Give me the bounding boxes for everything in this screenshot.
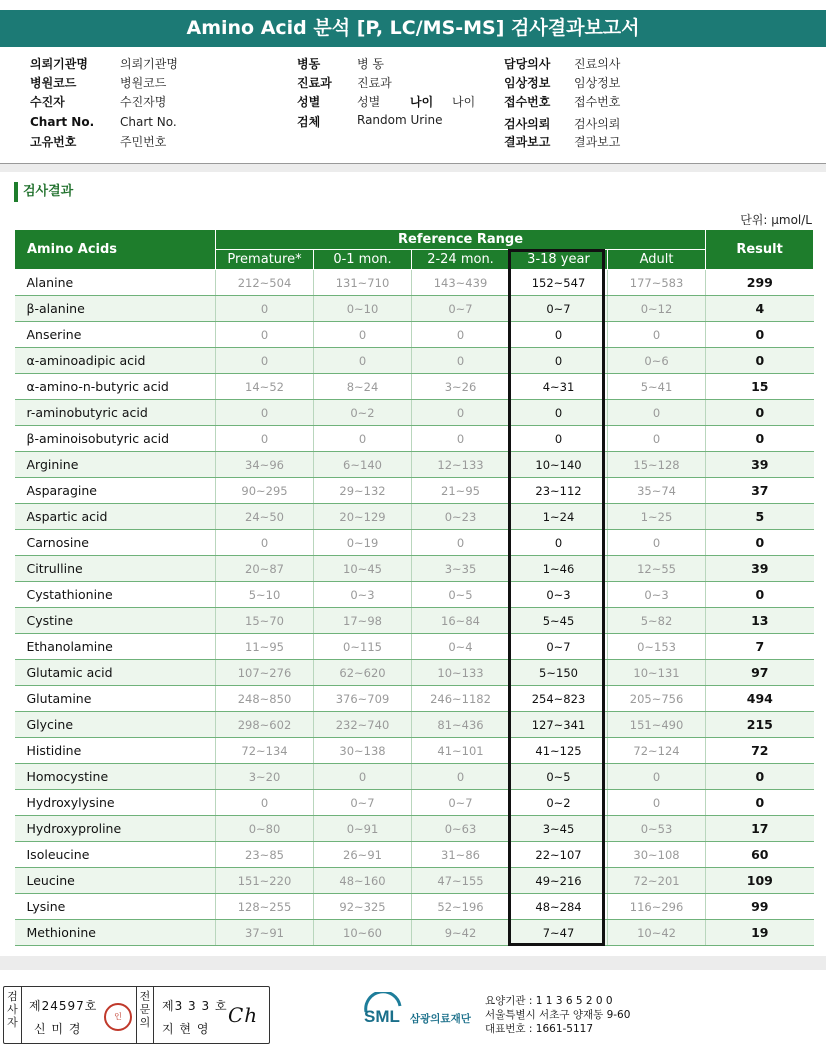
reference-range-cell: 0 bbox=[510, 348, 608, 374]
reference-range-cell: 14~52 bbox=[216, 374, 314, 400]
reference-range-cell: 41~125 bbox=[510, 738, 608, 764]
reference-range-cell: 0~5 bbox=[510, 764, 608, 790]
info-value: 검사의뢰 bbox=[574, 117, 621, 131]
header-0-1-mon: 0-1 mon. bbox=[314, 250, 412, 270]
info-label: 임상정보 bbox=[504, 76, 551, 90]
results-table bbox=[14, 229, 814, 946]
amino-acid-name: Hydroxylysine bbox=[15, 790, 216, 816]
info-label: 진료과 bbox=[297, 76, 332, 90]
reference-range-cell: 0~80 bbox=[216, 816, 314, 842]
reference-range-cell: 0 bbox=[216, 322, 314, 348]
result-value: 109 bbox=[706, 868, 814, 894]
reference-range-cell: 72~134 bbox=[216, 738, 314, 764]
signature-scribble: Ch bbox=[228, 1003, 259, 1027]
reference-range-cell: 5~45 bbox=[510, 608, 608, 634]
reference-range-cell: 0 bbox=[510, 400, 608, 426]
reference-range-cell: 232~740 bbox=[314, 712, 412, 738]
result-value: 72 bbox=[706, 738, 814, 764]
reference-range-cell: 0 bbox=[608, 322, 706, 348]
reference-range-cell: 0 bbox=[216, 400, 314, 426]
reference-range-cell: 0 bbox=[510, 530, 608, 556]
reference-range-cell: 254~823 bbox=[510, 686, 608, 712]
reference-range-cell: 0 bbox=[412, 348, 510, 374]
info-label: 수진자 bbox=[30, 95, 65, 109]
reference-range-cell: 0~115 bbox=[314, 634, 412, 660]
amino-acid-name: β-aminoisobutyric acid bbox=[15, 426, 216, 452]
reference-range-cell: 0~2 bbox=[510, 790, 608, 816]
amino-acid-name: Glycine bbox=[15, 712, 216, 738]
reference-range-cell: 0~3 bbox=[314, 582, 412, 608]
header-reference-range: Reference Range bbox=[216, 230, 706, 250]
info-value: 진료의사 bbox=[574, 57, 621, 71]
result-value: 0 bbox=[706, 426, 814, 452]
amino-acid-name: Ethanolamine bbox=[15, 634, 216, 660]
reference-range-cell: 47~155 bbox=[412, 868, 510, 894]
info-label: 검체 bbox=[297, 115, 321, 129]
table-row bbox=[15, 894, 814, 920]
reference-range-cell: 23~112 bbox=[510, 478, 608, 504]
table-row bbox=[15, 764, 814, 790]
reference-range-cell: 0~12 bbox=[608, 296, 706, 322]
reference-range-cell: 0 bbox=[216, 348, 314, 374]
info-value: 의뢰기관명 bbox=[120, 57, 178, 71]
reference-range-cell: 0~3 bbox=[510, 582, 608, 608]
reference-range-cell: 127~341 bbox=[510, 712, 608, 738]
amino-acid-name: Anserine bbox=[15, 322, 216, 348]
result-value: 0 bbox=[706, 790, 814, 816]
reference-range-cell: 177~583 bbox=[608, 270, 706, 296]
reference-range-cell: 116~296 bbox=[608, 894, 706, 920]
reference-range-cell: 90~295 bbox=[216, 478, 314, 504]
logo-name: 삼광의료재단 bbox=[410, 1013, 471, 1025]
reference-range-cell: 22~107 bbox=[510, 842, 608, 868]
result-value: 0 bbox=[706, 400, 814, 426]
reference-range-cell: 7~47 bbox=[510, 920, 608, 946]
info-label: 담당의사 bbox=[504, 57, 551, 71]
result-value: 0 bbox=[706, 582, 814, 608]
reference-range-cell: 0 bbox=[216, 426, 314, 452]
info-value: 수진자명 bbox=[120, 95, 167, 109]
result-value: 39 bbox=[706, 452, 814, 478]
address-line: 서울특별시 서초구 양재동 9-60 bbox=[485, 1009, 631, 1021]
result-value: 4 bbox=[706, 296, 814, 322]
info-value: 주민번호 bbox=[120, 135, 167, 149]
result-value: 97 bbox=[706, 660, 814, 686]
reference-range-cell: 17~98 bbox=[314, 608, 412, 634]
table-row bbox=[15, 400, 814, 426]
specialist-name: 지 현 영 bbox=[162, 1022, 210, 1036]
header-amino-acids: Amino Acids bbox=[15, 230, 216, 270]
reference-range-cell: 20~87 bbox=[216, 556, 314, 582]
table-row bbox=[15, 504, 814, 530]
reference-range-cell: 34~96 bbox=[216, 452, 314, 478]
reference-range-cell: 11~95 bbox=[216, 634, 314, 660]
reference-range-cell: 0~23 bbox=[412, 504, 510, 530]
reference-range-cell: 6~140 bbox=[314, 452, 412, 478]
reference-range-cell: 0~3 bbox=[608, 582, 706, 608]
reference-range-cell: 21~95 bbox=[412, 478, 510, 504]
reference-range-cell: 0~153 bbox=[608, 634, 706, 660]
inspector-name: 신 미 경 bbox=[34, 1022, 82, 1036]
reference-range-cell: 49~216 bbox=[510, 868, 608, 894]
header-2-24-mon: 2-24 mon. bbox=[412, 250, 510, 270]
table-row bbox=[15, 348, 814, 374]
reference-range-cell: 0~7 bbox=[510, 296, 608, 322]
reference-range-cell: 0~4 bbox=[412, 634, 510, 660]
bottom-divider-strip bbox=[0, 956, 826, 970]
reference-range-cell: 30~108 bbox=[608, 842, 706, 868]
amino-acid-name: r-aminobutyric acid bbox=[15, 400, 216, 426]
result-value: 215 bbox=[706, 712, 814, 738]
reference-range-cell: 0~91 bbox=[314, 816, 412, 842]
header-3-18-year: 3-18 year bbox=[510, 250, 608, 270]
table-row bbox=[15, 634, 814, 660]
reference-range-cell: 29~132 bbox=[314, 478, 412, 504]
result-value: 17 bbox=[706, 816, 814, 842]
reference-range-cell: 0 bbox=[608, 790, 706, 816]
amino-acid-name: Lysine bbox=[15, 894, 216, 920]
table-row bbox=[15, 582, 814, 608]
amino-acid-name: Citrulline bbox=[15, 556, 216, 582]
result-value: 0 bbox=[706, 348, 814, 374]
reference-range-cell: 0 bbox=[216, 790, 314, 816]
reference-range-cell: 81~436 bbox=[412, 712, 510, 738]
result-value: 99 bbox=[706, 894, 814, 920]
info-label: 고유번호 bbox=[30, 135, 77, 149]
reference-range-cell: 24~50 bbox=[216, 504, 314, 530]
reference-range-cell: 10~42 bbox=[608, 920, 706, 946]
reference-range-cell: 62~620 bbox=[314, 660, 412, 686]
reference-range-cell: 72~201 bbox=[608, 868, 706, 894]
inspector-number: 제24597호 bbox=[29, 999, 98, 1013]
header-premature: Premature* bbox=[216, 250, 314, 270]
reference-range-cell: 1~25 bbox=[608, 504, 706, 530]
inspector-label bbox=[4, 987, 22, 1043]
reference-range-cell: 10~131 bbox=[608, 660, 706, 686]
reference-range-cell: 0 bbox=[216, 530, 314, 556]
amino-acid-name: Carnosine bbox=[15, 530, 216, 556]
reference-range-cell: 0 bbox=[608, 764, 706, 790]
reference-range-cell: 0 bbox=[510, 426, 608, 452]
reference-range-cell: 41~101 bbox=[412, 738, 510, 764]
table-row bbox=[15, 322, 814, 348]
amino-acid-name: Aspartic acid bbox=[15, 504, 216, 530]
reference-range-cell: 16~84 bbox=[412, 608, 510, 634]
reference-range-cell: 298~602 bbox=[216, 712, 314, 738]
reference-range-cell: 5~10 bbox=[216, 582, 314, 608]
reference-range-cell: 48~284 bbox=[510, 894, 608, 920]
reference-range-cell: 5~82 bbox=[608, 608, 706, 634]
reference-range-cell: 5~150 bbox=[510, 660, 608, 686]
footer bbox=[0, 980, 826, 1051]
amino-acid-name: Arginine bbox=[15, 452, 216, 478]
reference-range-cell: 52~196 bbox=[412, 894, 510, 920]
table-row bbox=[15, 868, 814, 894]
info-value: 임상정보 bbox=[574, 76, 621, 90]
reference-range-cell: 12~55 bbox=[608, 556, 706, 582]
reference-range-cell: 4~31 bbox=[510, 374, 608, 400]
reference-range-cell: 92~325 bbox=[314, 894, 412, 920]
reference-range-cell: 15~128 bbox=[608, 452, 706, 478]
reference-range-cell: 37~91 bbox=[216, 920, 314, 946]
reference-range-cell: 151~490 bbox=[608, 712, 706, 738]
vertical-label-text: 검사자 bbox=[7, 990, 18, 1029]
sml-logo bbox=[362, 992, 482, 1036]
vertical-label-text: 전문의 bbox=[139, 990, 151, 1029]
reference-range-cell: 0 bbox=[510, 322, 608, 348]
reference-range-cell: 0 bbox=[412, 764, 510, 790]
amino-acid-name: Histidine bbox=[15, 738, 216, 764]
reference-range-cell: 151~220 bbox=[216, 868, 314, 894]
reference-range-cell: 8~24 bbox=[314, 374, 412, 400]
info-label: 나이 bbox=[410, 95, 434, 109]
section-title: 검사결과 bbox=[14, 182, 73, 202]
reference-range-cell: 10~45 bbox=[314, 556, 412, 582]
result-value: 15 bbox=[706, 374, 814, 400]
reference-range-cell: 376~709 bbox=[314, 686, 412, 712]
table-row bbox=[15, 530, 814, 556]
reference-range-cell: 30~138 bbox=[314, 738, 412, 764]
institution-address bbox=[485, 994, 630, 1036]
amino-acid-name: Homocystine bbox=[15, 764, 216, 790]
reference-range-cell: 9~42 bbox=[412, 920, 510, 946]
reference-range-cell: 48~160 bbox=[314, 868, 412, 894]
info-label: 검사의뢰 bbox=[504, 117, 551, 131]
header-adult: Adult bbox=[608, 250, 706, 270]
reference-range-cell: 0~7 bbox=[412, 790, 510, 816]
reference-range-cell: 3~35 bbox=[412, 556, 510, 582]
specialist-number: 제3 3 3 호 bbox=[162, 999, 228, 1013]
result-value: 19 bbox=[706, 920, 814, 946]
result-value: 13 bbox=[706, 608, 814, 634]
result-value: 7 bbox=[706, 634, 814, 660]
reference-range-cell: 212~504 bbox=[216, 270, 314, 296]
result-value: 39 bbox=[706, 556, 814, 582]
amino-acid-name: Leucine bbox=[15, 868, 216, 894]
reference-range-cell: 0~63 bbox=[412, 816, 510, 842]
reference-range-cell: 0 bbox=[314, 322, 412, 348]
patient-info bbox=[0, 55, 826, 161]
reference-range-cell: 0~6 bbox=[608, 348, 706, 374]
reference-range-cell: 20~129 bbox=[314, 504, 412, 530]
table-row bbox=[15, 608, 814, 634]
stamp-seal: 인 bbox=[104, 1003, 132, 1031]
reference-range-cell: 0 bbox=[216, 296, 314, 322]
table-row bbox=[15, 790, 814, 816]
reference-range-cell: 26~91 bbox=[314, 842, 412, 868]
table-row bbox=[15, 712, 814, 738]
reference-range-cell: 0 bbox=[608, 530, 706, 556]
info-label: Chart No. bbox=[30, 115, 95, 129]
table-row bbox=[15, 920, 814, 946]
reference-range-cell: 107~276 bbox=[216, 660, 314, 686]
result-value: 37 bbox=[706, 478, 814, 504]
info-label: 접수번호 bbox=[504, 95, 551, 109]
result-value: 5 bbox=[706, 504, 814, 530]
reference-range-cell: 0 bbox=[412, 530, 510, 556]
table-row bbox=[15, 478, 814, 504]
reference-range-cell: 0 bbox=[314, 348, 412, 374]
reference-range-cell: 23~85 bbox=[216, 842, 314, 868]
reference-range-cell: 3~20 bbox=[216, 764, 314, 790]
unit-label: 단위: µmol/L bbox=[740, 213, 812, 227]
amino-acid-name: α-aminoadipic acid bbox=[15, 348, 216, 374]
reference-range-cell: 31~86 bbox=[412, 842, 510, 868]
table-row bbox=[15, 374, 814, 400]
reference-range-cell: 10~133 bbox=[412, 660, 510, 686]
reference-range-cell: 0 bbox=[608, 426, 706, 452]
table-row bbox=[15, 738, 814, 764]
divider-strip bbox=[0, 164, 826, 172]
info-value: 병원코드 bbox=[120, 76, 167, 90]
result-value: 60 bbox=[706, 842, 814, 868]
reference-range-cell: 152~547 bbox=[510, 270, 608, 296]
table-row bbox=[15, 660, 814, 686]
table-row bbox=[15, 296, 814, 322]
info-value: 결과보고 bbox=[574, 135, 621, 149]
reference-range-cell: 248~850 bbox=[216, 686, 314, 712]
result-value: 0 bbox=[706, 764, 814, 790]
reference-range-cell: 143~439 bbox=[412, 270, 510, 296]
reference-range-cell: 131~710 bbox=[314, 270, 412, 296]
reference-range-cell: 3~26 bbox=[412, 374, 510, 400]
result-value: 299 bbox=[706, 270, 814, 296]
reference-range-cell: 0 bbox=[608, 400, 706, 426]
table-row bbox=[15, 842, 814, 868]
amino-acid-name: α-amino-n-butyric acid bbox=[15, 374, 216, 400]
info-value: Random Urine bbox=[357, 113, 443, 127]
report-title: Amino Acid 분석 [P, LC/MS-MS] 검사결과보고서 bbox=[0, 10, 826, 47]
result-value: 0 bbox=[706, 530, 814, 556]
amino-acid-name: Cystathionine bbox=[15, 582, 216, 608]
info-value: 나이 bbox=[452, 95, 476, 109]
reference-range-cell: 0 bbox=[314, 426, 412, 452]
reference-range-cell: 10~60 bbox=[314, 920, 412, 946]
reference-range-cell: 0~7 bbox=[412, 296, 510, 322]
reference-range-cell: 3~45 bbox=[510, 816, 608, 842]
reference-range-cell: 1~46 bbox=[510, 556, 608, 582]
info-label: 성별 bbox=[297, 95, 321, 109]
table-row bbox=[15, 686, 814, 712]
amino-acid-name: Isoleucine bbox=[15, 842, 216, 868]
table-row bbox=[15, 270, 814, 296]
address-line: 요양기관 : 1 1 3 6 5 2 0 0 bbox=[485, 995, 613, 1007]
reference-range-cell: 205~756 bbox=[608, 686, 706, 712]
info-label: 병동 bbox=[297, 57, 321, 71]
amino-acid-name: Glutamic acid bbox=[15, 660, 216, 686]
amino-acid-name: Methionine bbox=[15, 920, 216, 946]
result-value: 0 bbox=[706, 322, 814, 348]
table-row bbox=[15, 452, 814, 478]
table-row bbox=[15, 556, 814, 582]
logo-mark: SML bbox=[364, 1007, 400, 1026]
reference-range-cell: 0 bbox=[412, 426, 510, 452]
info-value: Chart No. bbox=[120, 115, 177, 129]
reference-range-cell: 5~41 bbox=[608, 374, 706, 400]
reference-range-cell: 72~124 bbox=[608, 738, 706, 764]
result-value: 494 bbox=[706, 686, 814, 712]
reference-range-cell: 0 bbox=[412, 400, 510, 426]
table-row bbox=[15, 816, 814, 842]
amino-acid-name: β-alanine bbox=[15, 296, 216, 322]
sml-logo-icon bbox=[362, 992, 482, 1032]
amino-acid-name: Cystine bbox=[15, 608, 216, 634]
info-label: 결과보고 bbox=[504, 135, 551, 149]
info-label: 의뢰기관명 bbox=[30, 57, 88, 71]
reference-range-cell: 0~7 bbox=[314, 790, 412, 816]
reference-range-cell: 0~5 bbox=[412, 582, 510, 608]
reference-range-cell: 0~7 bbox=[510, 634, 608, 660]
reference-range-cell: 128~255 bbox=[216, 894, 314, 920]
reference-range-cell: 1~24 bbox=[510, 504, 608, 530]
reference-range-cell: 0~2 bbox=[314, 400, 412, 426]
info-value: 접수번호 bbox=[574, 95, 621, 109]
reference-range-cell: 246~1182 bbox=[412, 686, 510, 712]
reference-range-cell: 35~74 bbox=[608, 478, 706, 504]
info-value: 진료과 bbox=[357, 76, 392, 90]
reference-range-cell: 0~10 bbox=[314, 296, 412, 322]
address-line: 대표번호 : 1661-5117 bbox=[485, 1023, 594, 1035]
specialist-label bbox=[136, 987, 154, 1043]
amino-acid-name: Asparagine bbox=[15, 478, 216, 504]
signature-box bbox=[3, 986, 270, 1044]
table-row bbox=[15, 426, 814, 452]
amino-acid-name: Hydroxyproline bbox=[15, 816, 216, 842]
reference-range-cell: 0 bbox=[314, 764, 412, 790]
info-label: 병원코드 bbox=[30, 76, 77, 90]
info-value: 성별 bbox=[357, 95, 381, 109]
header-result: Result bbox=[706, 230, 814, 270]
reference-range-cell: 0~19 bbox=[314, 530, 412, 556]
amino-acid-name: Alanine bbox=[15, 270, 216, 296]
reference-range-cell: 0 bbox=[412, 322, 510, 348]
info-value: 병 동 bbox=[357, 57, 384, 71]
reference-range-cell: 15~70 bbox=[216, 608, 314, 634]
reference-range-cell: 10~140 bbox=[510, 452, 608, 478]
reference-range-cell: 0~53 bbox=[608, 816, 706, 842]
amino-acid-name: Glutamine bbox=[15, 686, 216, 712]
reference-range-cell: 12~133 bbox=[412, 452, 510, 478]
